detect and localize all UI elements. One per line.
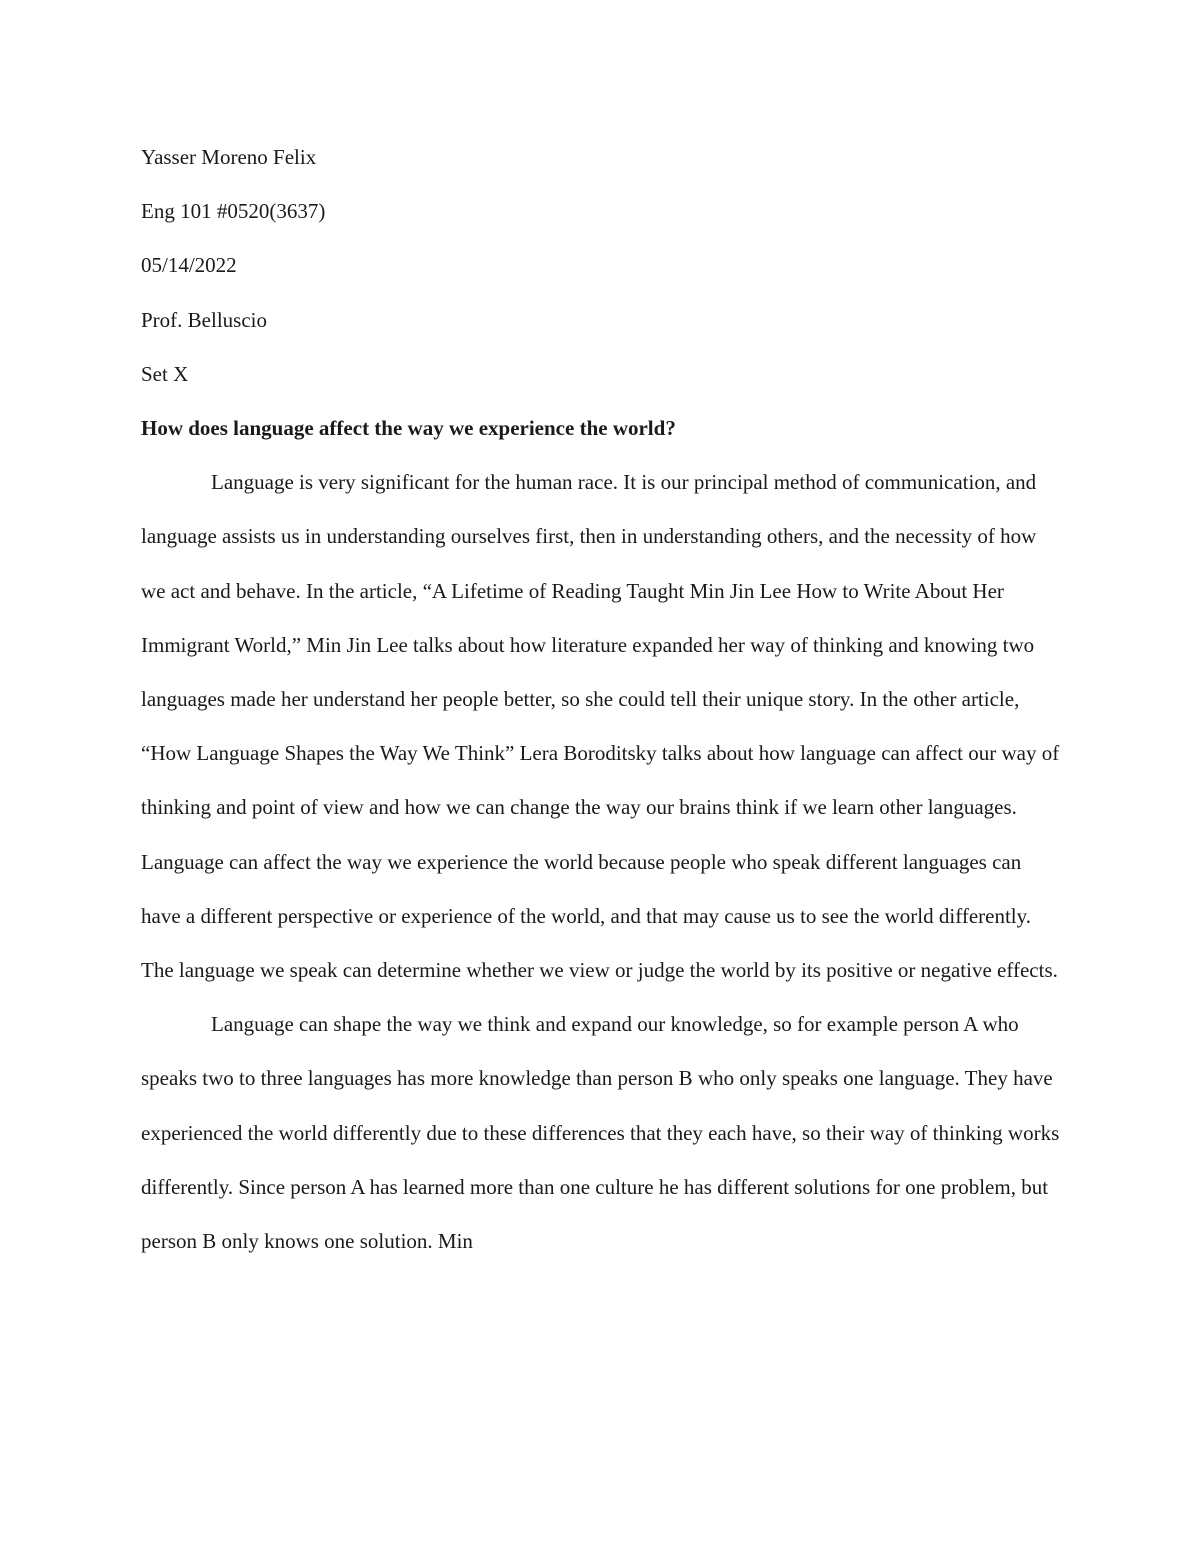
- paragraph-1: Language is very significant for the human race. It is our principal method of communication, and language assists us in understanding ourselves first, then in understanding others, and the necessity of how we act and behave. In the article, “A Lifetime of Reading Taught Min Jin Lee How to Write About Her Immigrant World,” Min Jin Lee talks about how literature expanded her way of thinking and knowing two languages made her understand her people better, so she could tell their unique story. In the other article, “How Language Shapes the Way We Think” Lera Boroditsky talks about how language can affect our way of thinking and point of view and how we can change the way our brains think if we learn other languages. Language can affect the way we experience the world because people who speak different languages can have a different perspective or experience of the world, and that may cause us to see the world differently. The language we speak can determine whether we view or judge the world by its positive or negative effects.: [141, 470, 1060, 983]
- course-info: Eng 101 #0520(3637): [141, 199, 326, 224]
- author-name: Yasser Moreno Felix: [141, 145, 317, 169]
- set-label: Set X: [141, 361, 189, 386]
- date: 05/14/2022: [141, 253, 237, 278]
- paragraph-2: Language can shape the way we think and expand our knowledge, so for example person A who speaks two to three languages has more knowledge than person B who only speaks one language. They have experienced the world differently due to these differences that they each have, so their way of thinking works differently. Since person A has learned more than one culture he has different solutions for one problem, but person B only knows one solution. Min: [141, 1012, 1060, 1254]
- document-body: [141, 130, 1061, 1268]
- essay-title: How does language affect the way we experience the world?: [141, 416, 676, 441]
- professor-name: Prof. Belluscio: [141, 307, 267, 332]
